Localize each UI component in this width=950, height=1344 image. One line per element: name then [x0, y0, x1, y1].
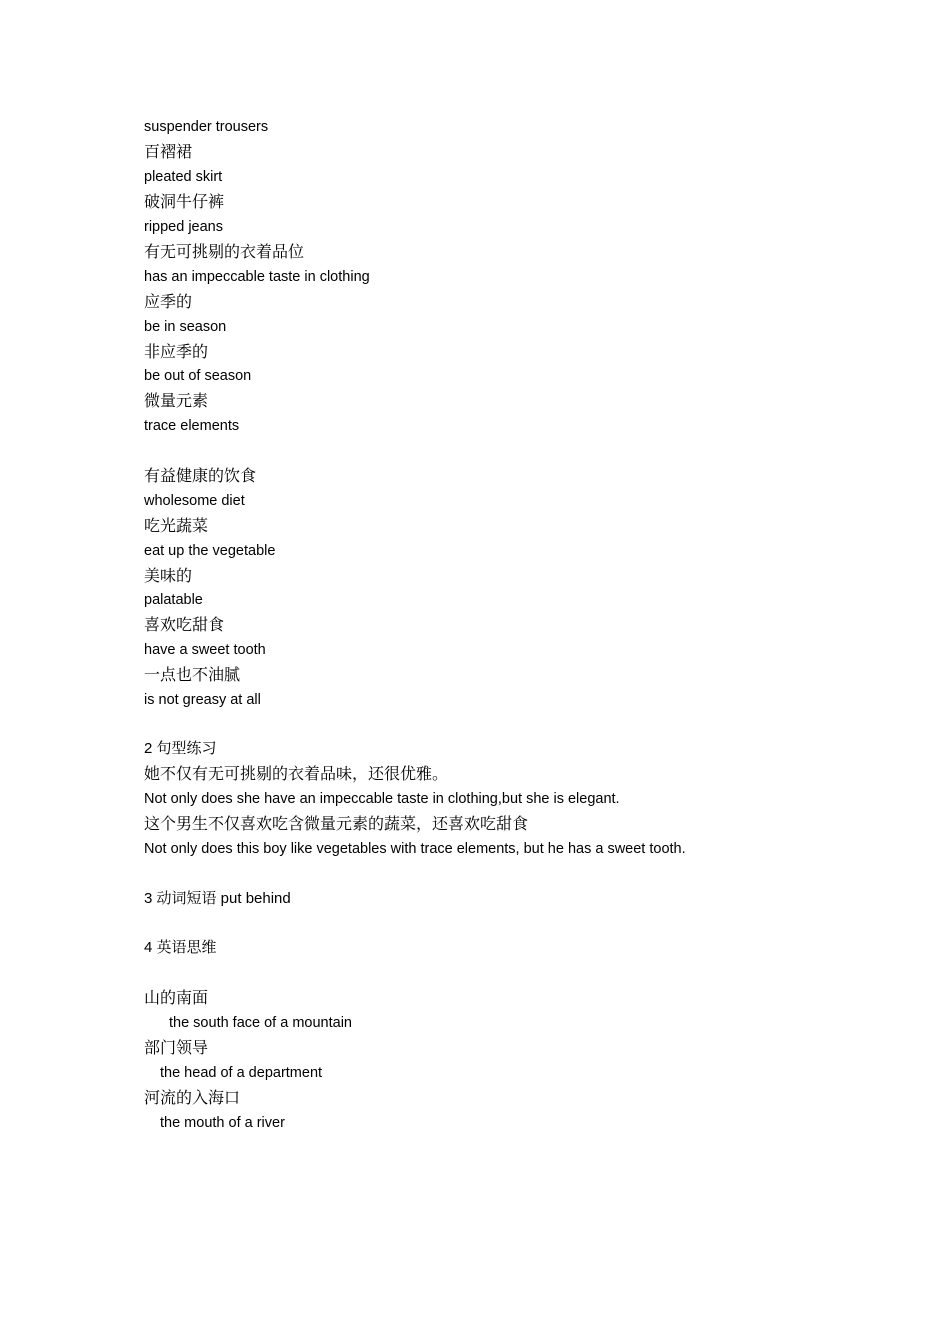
thinking-line: the south face of a mountain [169, 1015, 352, 1031]
sentence-line: Not only does she have an impeccable taste in clothing,but she is elegant. [144, 791, 620, 807]
vocab-line: 破洞牛仔裤 [144, 192, 225, 211]
vocab-line: be in season [144, 319, 227, 335]
vocab-line: 百褶裙 [144, 142, 193, 161]
thinking-line: 山的南面 [144, 988, 209, 1007]
diet-line: wholesome diet [144, 493, 245, 509]
sentence-line: Not only does this boy like vegetables with trace elements, but he has a sweet tooth. [144, 841, 686, 857]
diet-line: eat up the vegetable [144, 543, 276, 559]
diet-line: is not greasy at all [144, 692, 261, 708]
vocab-line: 应季的 [144, 292, 193, 311]
thinking-line: the head of a department [160, 1065, 323, 1081]
thinking-line: 部门领导 [144, 1038, 209, 1057]
vocab-line: trace elements [144, 418, 240, 434]
diet-line: 喜欢吃甜食 [144, 615, 225, 634]
diet-line: 一点也不油腻 [144, 665, 241, 684]
section-heading: 3 动词短语 put behind [144, 890, 291, 907]
vocab-line: pleated skirt [144, 169, 223, 185]
vocab-line: ripped jeans [144, 219, 223, 235]
thinking-line: 河流的入海口 [144, 1088, 241, 1107]
section-heading: 2 句型练习 [144, 740, 217, 757]
sentence-line: 她不仅有无可挑剔的衣着品味，还很优雅。 [144, 764, 449, 783]
vocab-line: be out of season [144, 368, 252, 384]
vocab-line: suspender trousers [144, 119, 269, 135]
diet-line: palatable [144, 592, 203, 608]
diet-line: 美味的 [144, 566, 193, 585]
vocab-line: 非应季的 [144, 342, 209, 361]
vocab-line: 有无可挑剔的衣着品位 [144, 242, 305, 261]
section-heading: 4 英语思维 [144, 939, 217, 956]
diet-line: 吃光蔬菜 [144, 516, 209, 535]
diet-line: have a sweet tooth [144, 642, 266, 658]
diet-line: 有益健康的饮食 [144, 466, 257, 485]
sentence-line: 这个男生不仅喜欢吃含微量元素的蔬菜，还喜欢吃甜食 [144, 814, 529, 833]
thinking-line: the mouth of a river [160, 1115, 285, 1131]
vocab-line: has an impeccable taste in clothing [144, 269, 370, 285]
vocab-line: 微量元素 [144, 391, 209, 410]
